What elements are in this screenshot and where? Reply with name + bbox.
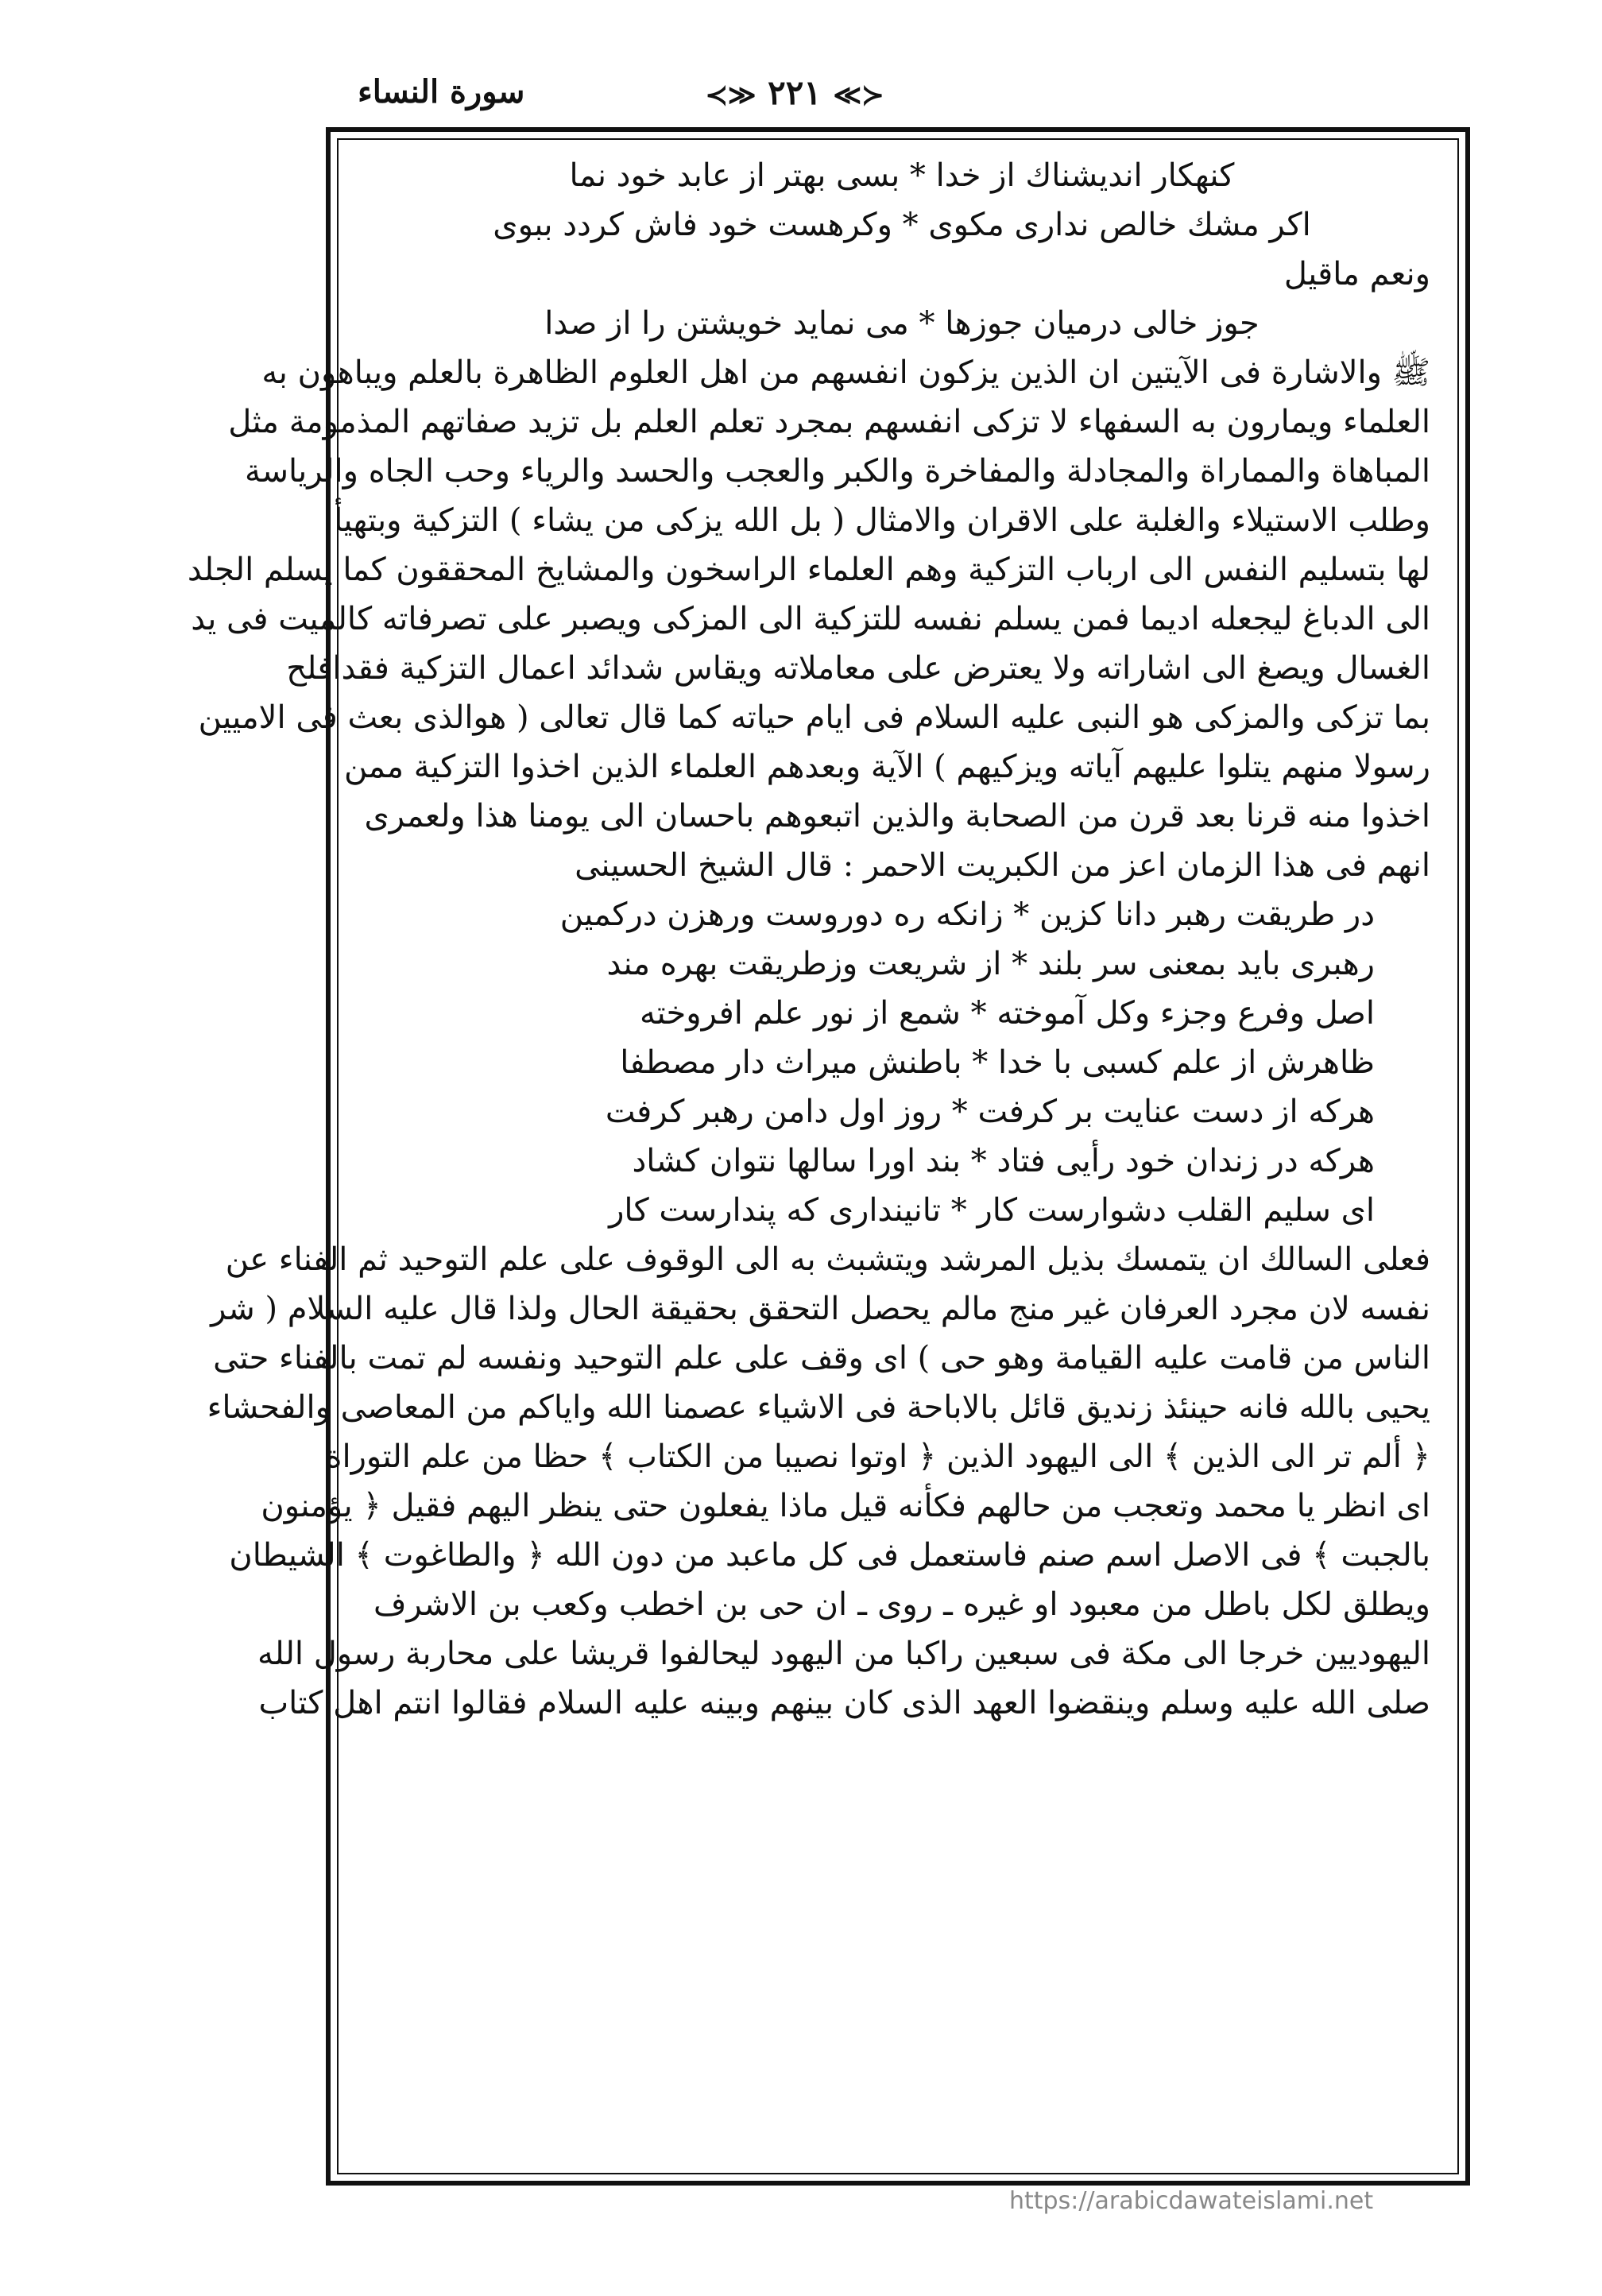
couplet-line: كنهكار انديشناك از خدا * بسى بهتر از عابد خود نما: [569, 157, 1235, 194]
page-number-group: [705, 73, 884, 112]
poem-line: اصل وفرع وجزء وكل آموخته * شمع از نور علم افروخته: [640, 995, 1375, 1032]
text-line: الناس من قامت عليه القيامة وهو حى ) اى وقف على علم التوحيد ونفسه لم تمت بالفناء حتى: [213, 1340, 1430, 1376]
text-line: نفسه لان مجرد العرفان غير منج مالم يحصل التحقق بحقيقة الحال ولذا قال عليه السلام ( شر: [211, 1291, 1430, 1327]
poem-line: در طريقت رهبر دانا كزين * زانكه ره دوروست ورهزن دركمين: [559, 896, 1375, 933]
text-line: اخذوا منه قرنا بعد قرن من الصحابة والذين اتبعوهم باحسان الى يومنا هذا ولعمرى: [364, 798, 1430, 834]
text-line: وطلب الاستيلاء والغلبة على الاقران والامثال ( بل الله يزكى من يشاء ) التزكية وبتهيأ: [334, 502, 1430, 539]
text-line: لها بتسليم النفس الى ارباب التزكية وهم العلماء الراسخون والمشايخ المحققون كما يسلم الجلد: [187, 552, 1430, 588]
text-line: ﷺ والاشارة فى الآيتين ان الذين يزكون انفسهم من اهل العلوم الظاهرة بالعلم ويباهون به: [261, 354, 1430, 391]
poem-line: هركه در زندان خود رأيى فتاد * بند اورا سالها نتوان كشاد: [632, 1143, 1375, 1179]
page-number: ٢٢١: [768, 73, 822, 112]
text-line: بالجبت ﴾ فى الاصل اسم صنم فاستعمل فى كل ماعبد من دون الله ﴿ والطاغوت ﴾ الشيطان: [229, 1537, 1430, 1574]
couplet-line: جوز خالى درميان جوزها * مى نمايد خويشتن را از صدا: [544, 305, 1260, 342]
text-line: ﴿ ألم تر الى الذين ﴾ الى اليهود الذين ﴿ اوتوا نصيبا من الكتاب ﴾ حظا من علم التوراة: [325, 1438, 1430, 1475]
ornament-icon: ≺≫: [833, 79, 884, 111]
text-line: يحيى بالله فانه حينئذ زنديق قائل بالاباحة فى الاشياء عصمنا الله واياكم من المعاصى والفحشاء: [207, 1389, 1430, 1426]
couplet-line: اكر مشك خالص ندارى مكوى * وكرهست خود فاش كردد ببوى: [493, 207, 1311, 243]
source-url[interactable]: https://arabicdawateislami.net: [1009, 2187, 1374, 2215]
text-line: فعلى السالك ان يتمسك بذيل المرشد ويتشبث به الى الوقوف على علم التوحيد ثم الفناء عن: [225, 1241, 1430, 1278]
text-line: اليهوديين خرجا الى مكة فى سبعين راكبا من اليهود ليحالفوا قريشا على محاربة رسول الله: [257, 1636, 1430, 1672]
text-line: الغسال ويصغ الى اشاراته ولا يعترض على معاملاته ويقاس شدائد اعمال التزكية فقدافلح: [286, 650, 1430, 687]
text-line-end: انهم فى هذا الزمان اعز من الكبريت الاحمر : قال الشيخ الحسينى: [575, 847, 1430, 884]
text-line: اى انظر يا محمد وتعجب من حالهم فكأنه قيل ماذا يفعلون حتى ينظر اليهم فقيل ﴿ يؤمنون: [261, 1488, 1430, 1524]
text-line: بما تزكى والمزكى هو النبى عليه السلام فى ايام حياته كما قال تعالى ( هوالذى بعث فى الاميين: [198, 699, 1430, 736]
text-line: ويطلق لكل باطل من معبود او غيره ـ روى ـ ان حى بن اخطب وكعب بن الاشرف: [373, 1586, 1430, 1623]
text-line: رسولا منهم يتلوا عليهم آياته ويزكيهم ) الآية وبعدهم العلماء الذين اخذوا التزكية ممن: [344, 749, 1430, 785]
poem-line: هركه از دست عنايت بر كرفت * روز اول دامن رهبر كرفت: [605, 1094, 1375, 1130]
text-line: صلى الله عليه وسلم وينقضوا العهد الذى كان بينهم وبينه عليه السلام فقالوا انتم اهل كتاب: [258, 1685, 1430, 1721]
page-body: [187, 151, 1430, 1728]
intro-line: ونعم ماقيل: [1283, 256, 1430, 292]
text-line: المباهاة والمماراة والمجادلة والمفاخرة والكبر والعجب والحسد والرياء وحب الجاه والرياسة: [245, 453, 1430, 490]
poem-line: ظاهرش از علم كسبى با خدا * باطنش ميراث دار مصطفا: [620, 1044, 1375, 1081]
surah-name: سورة النساء: [358, 73, 525, 110]
poem-line: رهبرى بايد بمعنى سر بلند * از شريعت وزطريقت بهره مند: [606, 946, 1375, 982]
text-line: الى الدباغ ليجعله اديما فمن يسلم نفسه للتزكية الى المزكى ويصبر على تصرفاته كالميت فى يد: [191, 601, 1430, 637]
ornament-icon: ≪≻: [705, 79, 756, 111]
poem-line: اى سليم القلب دشوارست كار * تانيندارى كه پندارست كار: [609, 1192, 1375, 1229]
text-line: العلماء ويمارون به السفهاء لا تزكى انفسهم بمجرد تعلم العلم بل تزيد صفاتهم المذمومة مثل: [228, 404, 1430, 440]
